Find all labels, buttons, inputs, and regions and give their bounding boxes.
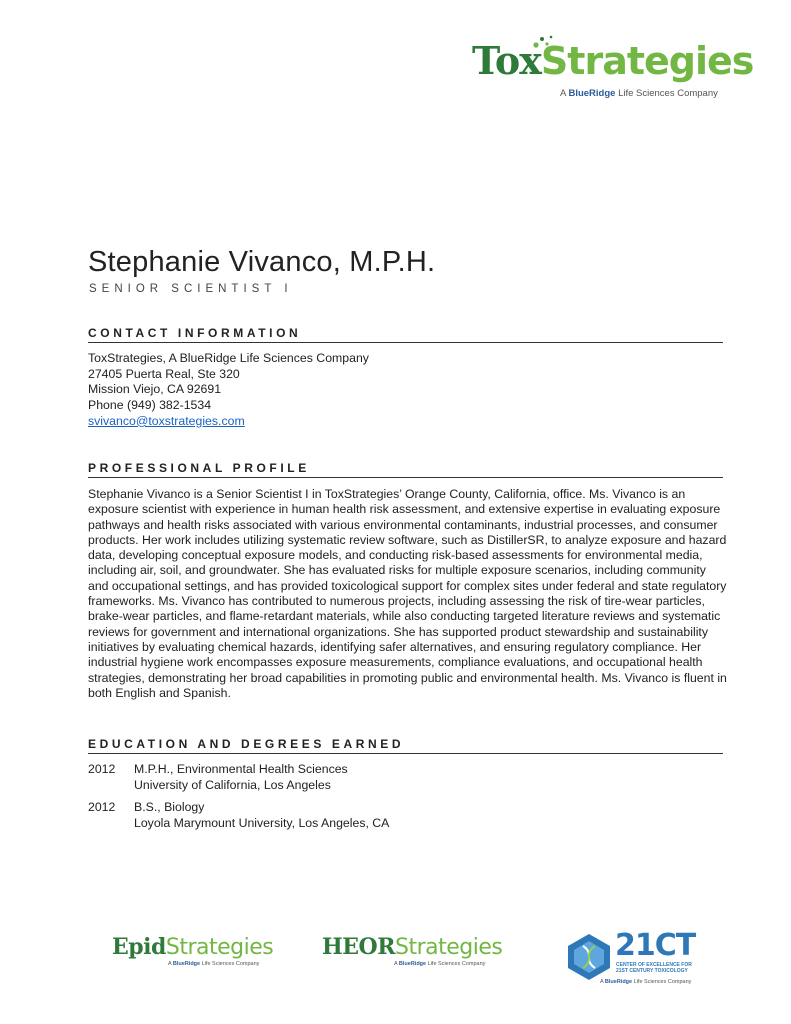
epid-wordmark	[112, 934, 273, 961]
heor-tagline-suffix: Life Sciences Company	[426, 961, 486, 967]
heor-wordmark	[322, 934, 502, 961]
epid-tagline-suffix: Life Sciences Company	[200, 961, 260, 967]
21ct-descriptor	[616, 962, 692, 974]
person-name: Stephanie Vivanco, M.P.H.	[88, 246, 436, 278]
heor-tagline	[394, 961, 502, 967]
profile-text: Stephanie Vivanco is a Senior Scientist I in ToxStrategies’ Orange County, California, office. Ms. Vivanco is an exposure scientist with experience in human health risk assessment, and extensive expertise in evaluating exposure pathways and health risks associated with various environmental contaminants, industrial processes, and consumer products. Her work includes utilizing systematic review software, such as DistillerSR, to analyze exposure and hazard data, developing conceptual exposure models, and conducting risk-based assessments for environmental media, including air, soil, and groundwater. She has evaluated risks for multiple exposure scenarios, including community and occupational settings, and has provided toxicological support for complex sites under federal and state regulatory frameworks. Ms. Vivanco has contributed to numerous projects, including assessing the risk of tire-wear particles, brake-wear particles, and flame-retardant materials, while also conducting targeted literature reviews and systematic reviews for government and international organizations. She has supported product stewardship and sustainability initiatives by evaluating chemical hazards, identifying safer alternatives, and ensuring regulatory compliance. Her industrial hygiene work encompasses exposure measurements, compliance evaluations, and occupational health strategies, demonstrating her broad capabilities in promoting public and environmental health. Ms. Vivanco is fluent in both English and Spanish.	[88, 487, 727, 700]
contact-heading: CONTACT INFORMATION	[88, 326, 302, 340]
tagline-prefix: A	[560, 88, 569, 99]
logo-wordmark	[472, 38, 753, 84]
21ct-logo	[565, 928, 705, 992]
21ct-tagline	[600, 979, 691, 985]
hexagon-dna-icon	[565, 932, 613, 982]
education-school: Loyola Marymount University, Los Angeles, CA	[134, 815, 390, 830]
21ct-line2: 21ST CENTURY TOXICOLOGY	[616, 968, 688, 974]
education-degree: M.P.H., Environmental Health Sciences	[134, 762, 348, 776]
contact-block	[88, 351, 369, 430]
contact-divider	[88, 342, 723, 343]
logo-tagline	[560, 88, 718, 99]
epidstrategies-logo	[112, 934, 273, 967]
education-heading: EDUCATION AND DEGREES EARNED	[88, 737, 405, 751]
epid-tagline-prefix: A	[168, 961, 173, 967]
21ct-wordmark: 21CT	[615, 928, 696, 963]
profile-divider	[88, 477, 723, 478]
epid-tagline-brand: BlueRidge	[172, 961, 201, 967]
education-detail	[134, 800, 389, 831]
tagline-suffix: Life Sciences Company	[615, 88, 718, 99]
contact-street: 27405 Puerta Real, Ste 320	[88, 366, 240, 381]
21ct-tagline-brand: BlueRidge	[604, 979, 633, 985]
logo-strategies: Strategies	[540, 39, 754, 83]
heor-part2: Strategies	[395, 935, 503, 960]
education-year: 2012	[88, 800, 116, 814]
epid-tagline	[168, 961, 273, 967]
logo-tox: Tox	[472, 38, 541, 83]
heorstrategies-logo	[322, 934, 502, 967]
21ct-tagline-suffix: Life Sciences Company	[632, 979, 692, 985]
21ct-tagline-prefix: A	[600, 979, 605, 985]
education-degree: B.S., Biology	[134, 800, 205, 814]
toxstrategies-logo	[472, 38, 754, 108]
21ct-line1: CENTER OF EXCELLENCE FOR	[616, 962, 692, 968]
education-detail	[134, 762, 348, 793]
education-year: 2012	[88, 762, 116, 776]
education-school: University of California, Los Angeles	[134, 777, 331, 792]
contact-email-link[interactable]: svivanco@toxstrategies.com	[88, 413, 245, 428]
education-divider	[88, 753, 723, 754]
heor-tagline-brand: BlueRidge	[398, 961, 427, 967]
profile-heading: PROFESSIONAL PROFILE	[88, 461, 310, 475]
contact-company: ToxStrategies, A BlueRidge Life Sciences Company	[88, 351, 369, 365]
heor-tagline-prefix: A	[394, 961, 399, 967]
epid-part1: Epid	[112, 934, 166, 960]
contact-city: Mission Viejo, CA 92691	[88, 382, 222, 397]
person-title: SENIOR SCIENTIST I	[89, 283, 293, 295]
education-entry	[88, 762, 488, 794]
epid-part2: Strategies	[165, 935, 274, 960]
heor-part1: HEOR	[322, 934, 396, 960]
education-entry	[88, 800, 488, 832]
tagline-brand: BlueRidge	[568, 88, 616, 99]
contact-phone: Phone (949) 382-1534	[88, 398, 212, 413]
